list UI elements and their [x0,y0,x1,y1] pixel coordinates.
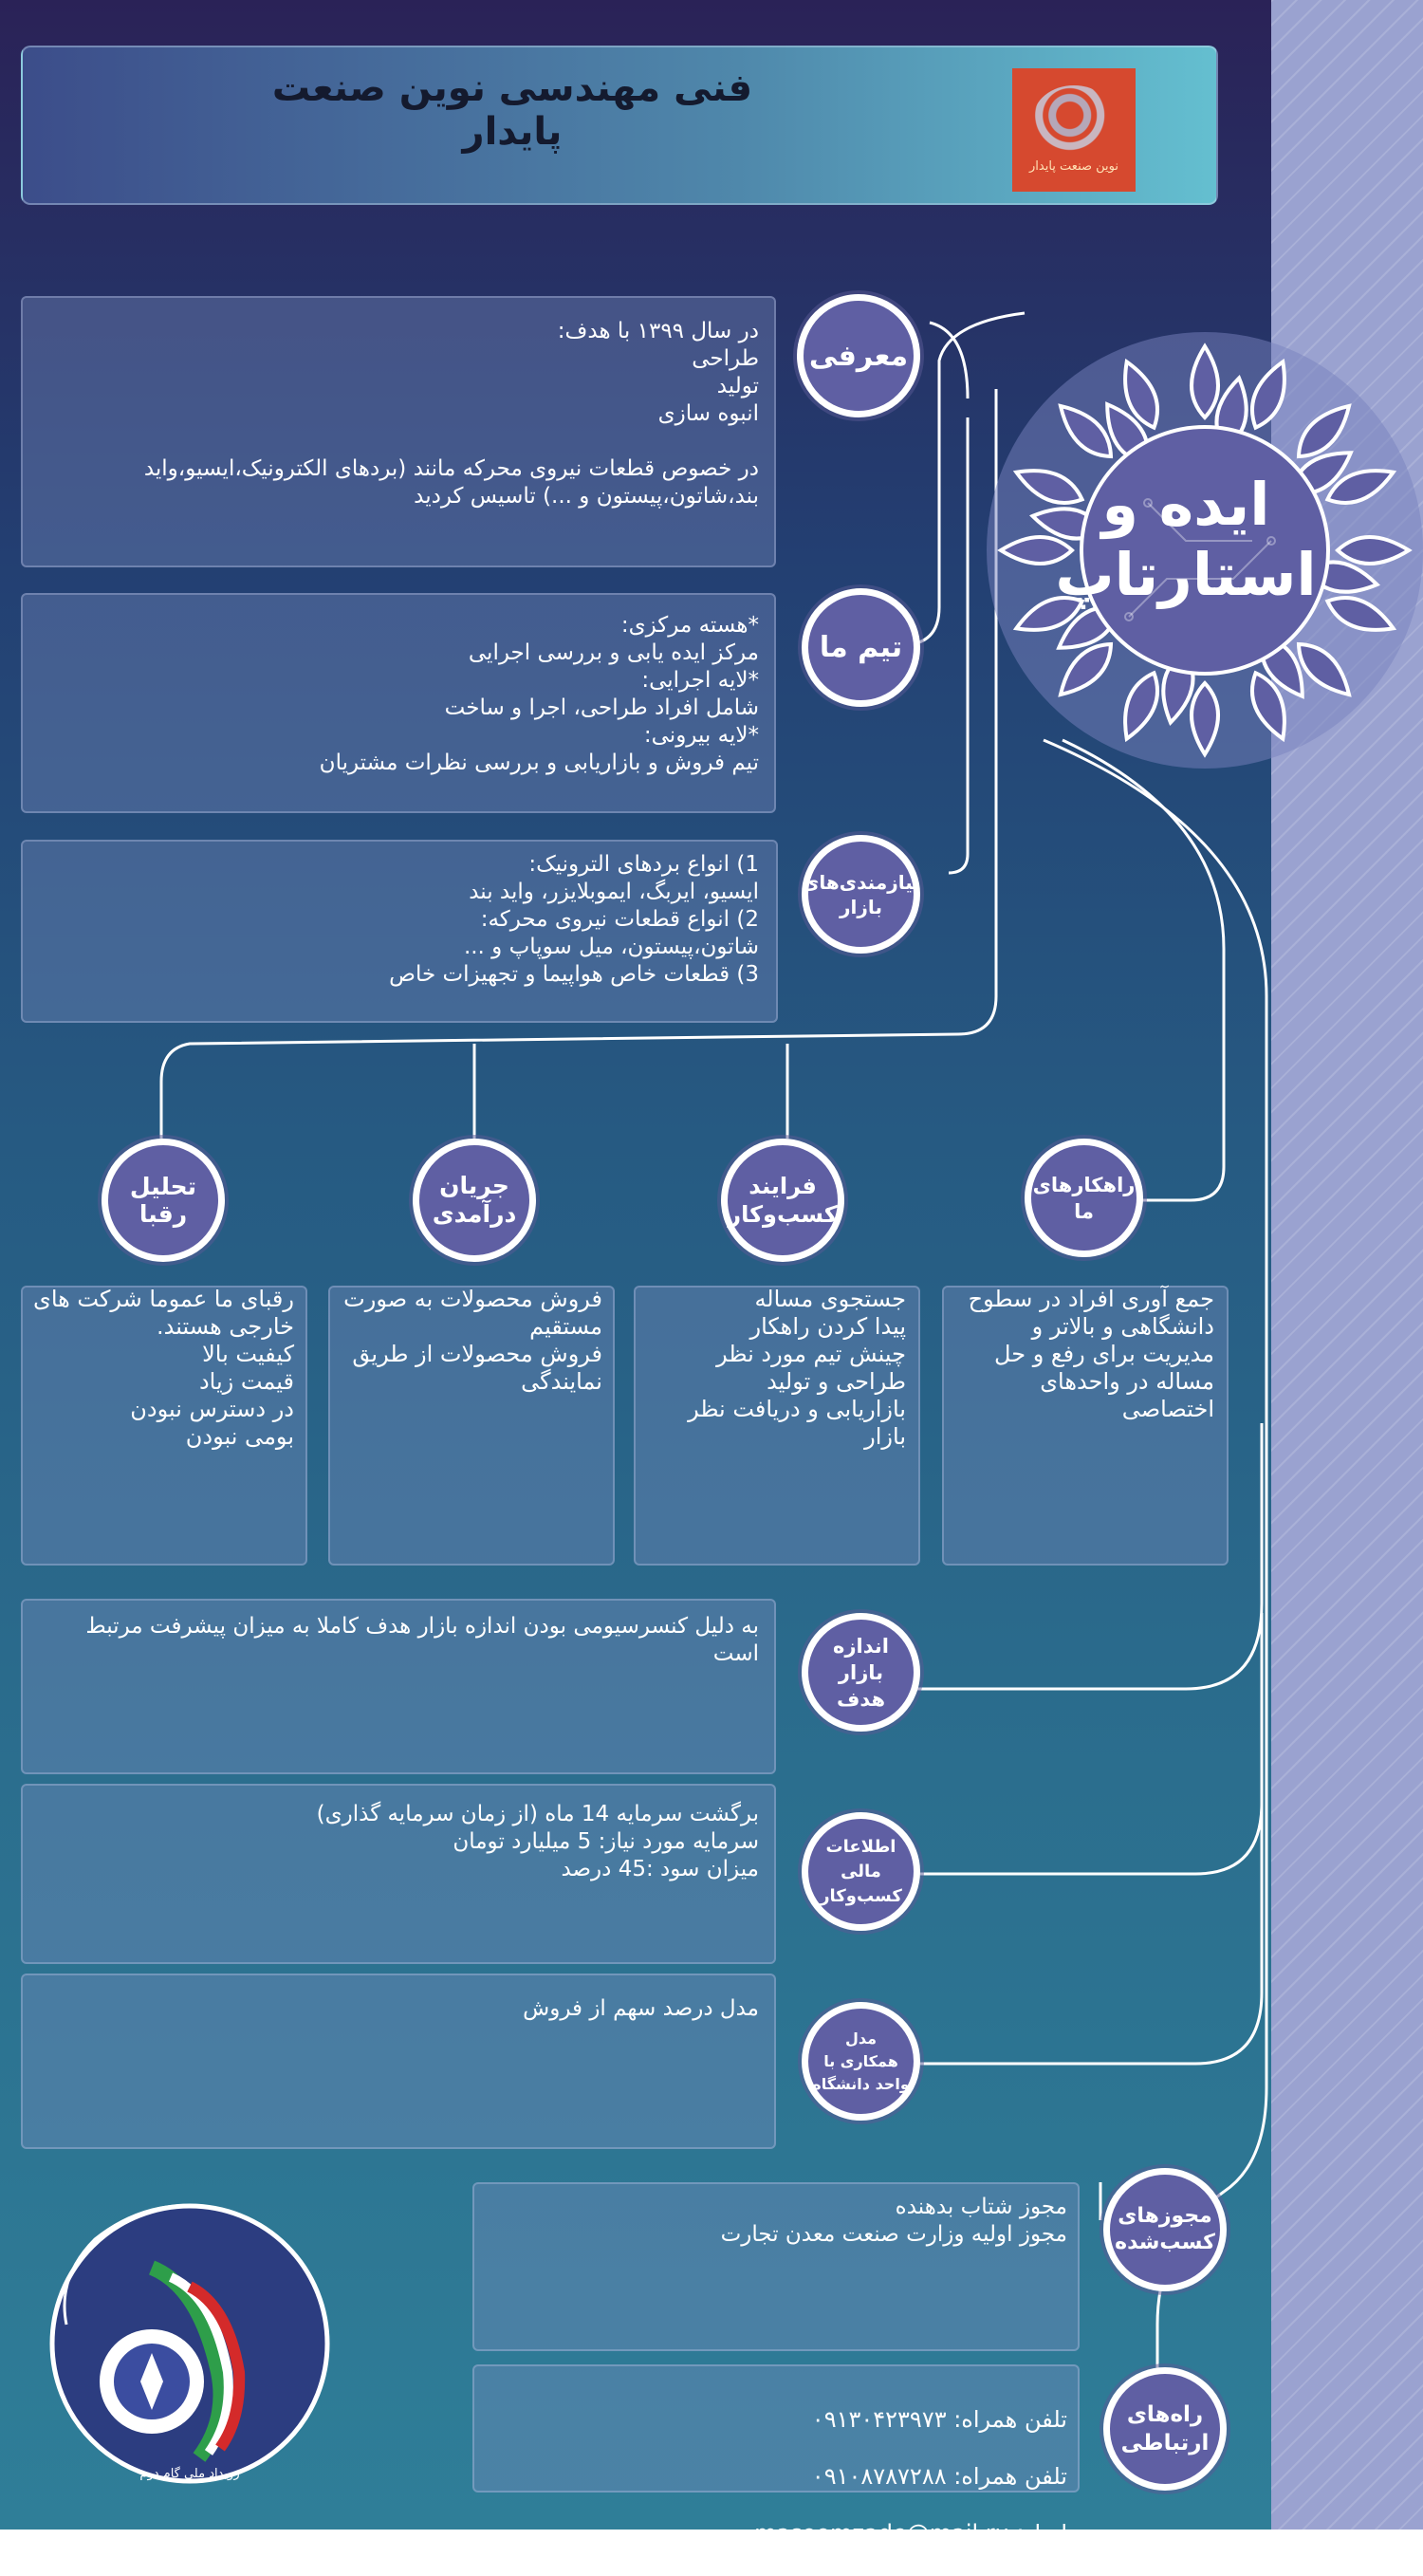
competitors-text: رقبای ما عموما شرکت های خارجی هستند. کیفیت بالا قیمت زیاد در دسترس نبودن بومی نبودن [33,1286,294,1450]
market-needs-circle [802,835,920,954]
company-logo [1012,68,1136,192]
revenue-circle [413,1139,536,1262]
logo-swirl-icon [1033,85,1115,152]
contact-label-1: راه‌های [1126,2402,1204,2427]
solutions-label-2: ما [1074,1199,1094,1223]
team-label: تیم ما [819,631,903,664]
contact-phone-2[interactable]: تلفن همراه: ۰۹۱۰۸۷۸۷۲۸۸ [811,2463,1067,2490]
contact-block [493,2377,1067,2576]
solutions-circle [1025,1139,1143,1257]
cooperation-label-3: واحد دانشگاه [812,2074,910,2093]
hero-title [1044,470,1328,610]
solutions-text: جمع آوری افراد در سطوح دانشگاهی و بالاتر و مدیریت برای رفع و حل مساله در واحدهای اختصاصی [968,1286,1214,1422]
licenses-label-2: کسب‌شده [1115,2231,1215,2254]
market-size-label-2: هدف [836,1687,886,1711]
contact-phone-1[interactable]: تلفن همراه: ۰۹۱۳۰۴۲۳۹۷۳ [811,2406,1067,2433]
business-process-label-2: کسب‌وکار [728,1201,838,1228]
cooperation-circle [802,2002,920,2121]
team-circle [802,588,920,707]
intro-circle [797,294,920,417]
market-size-label-1: اندازه بازار [833,1634,889,1684]
revenue-label-1: جریان [439,1172,509,1199]
contact-circle [1103,2367,1227,2491]
hero-title-line1: ایده و [1101,470,1270,539]
hero-title-line2: استارتاپ [1055,540,1317,609]
financial-circle [802,1812,920,1931]
financial-label-2: کسب‌وکار [820,1885,902,1906]
business-process-label-1: فرایند [748,1173,817,1199]
revenue-text: فروش محصولات به صورت مستقیم فروش محصولات از طریق نمایندگی [343,1286,602,1395]
market-needs-label-1: نیازمندی‌های [802,870,920,894]
competitors-label: تحلیل رقبا [129,1173,197,1228]
financial-label-1: اطلاعات مالی [825,1836,896,1881]
revenue-label-2: درآمدی [432,1200,517,1228]
market-needs-label-2: بازار [840,895,882,918]
licenses-circle [1103,2168,1227,2291]
licenses-label-1: مجوزهای [1118,2204,1212,2228]
licenses-text: مجوز شتاب بدهنده مجوز اولیه وزارت صنعت معدن تجارت [720,2195,1067,2247]
page-title: فنی مهندسی نوین صنعت پایدار [271,66,753,154]
logo-caption: نوین صنعت پایدار [1028,159,1119,174]
intro-text: در سال ۱۳۹۹ با هدف: طراحی تولید انبوه سازی در خصوص قطعات نیروی محرکه مانند (بردهای الکترونیک،ایسیو،واید بند،شاتون،پیستون و ...) تاسیس کردید [143,319,759,509]
cooperation-label-2: همکاری با [823,2051,898,2070]
competitors-circle [102,1139,225,1262]
contact-label-2: ارتباطی [1120,2431,1210,2456]
cooperation-text: مدل درصد سهم از فروش [523,1996,759,2021]
university-logo-icon [38,2182,342,2505]
team-text: *هسته مرکزی: مرکز ایده یابی و بررسی اجرایی *لایه اجرایی: شامل افراد طراحی، اجرا و ساخت *لایه بیرونی: تیم فروش و بازاریابی و بررسی نظرات مشتریان [319,613,759,775]
market-size-circle [802,1613,920,1732]
solutions-label-1: راهکارهای [1032,1173,1136,1196]
cooperation-label-1: مدل [844,2029,878,2048]
intro-label: معرفی [808,339,909,373]
business-process-circle [721,1139,844,1262]
contact-email[interactable]: ایمل: masoomzade@mail.ru [754,2520,1067,2547]
business-process-text: جستجوی مساله پیدا کردن راهکار چینش تیم مورد نظر طراحی و تولید بازاریابی و دریافت نظر بازار [688,1286,906,1450]
market-needs-text: 1) انواع بردهای الترونیک: ایسیو، ایربگ، ایموبلایزر، واید بند 2) انواع قطعات نیروی محرکه: شاتون،پیستون، میل سوپاپ و ... 3) قطعات خاص هواپیما و تجهیزات خاص [389,852,759,987]
financial-text: برگشت سرمایه 14 ماه (از زمان سرمایه گذاری) سرمایه مورد نیاز: 5 میلیارد تومان میزان سود :45 درصد [316,1802,759,1881]
university-caption: رویداد ملی گام دوم [139,2467,240,2481]
market-size-text: به دلیل کنسرسیومی بودن اندازه بازار هدف کاملا به میزان پیشرفت مرتبط است [85,1614,759,1666]
